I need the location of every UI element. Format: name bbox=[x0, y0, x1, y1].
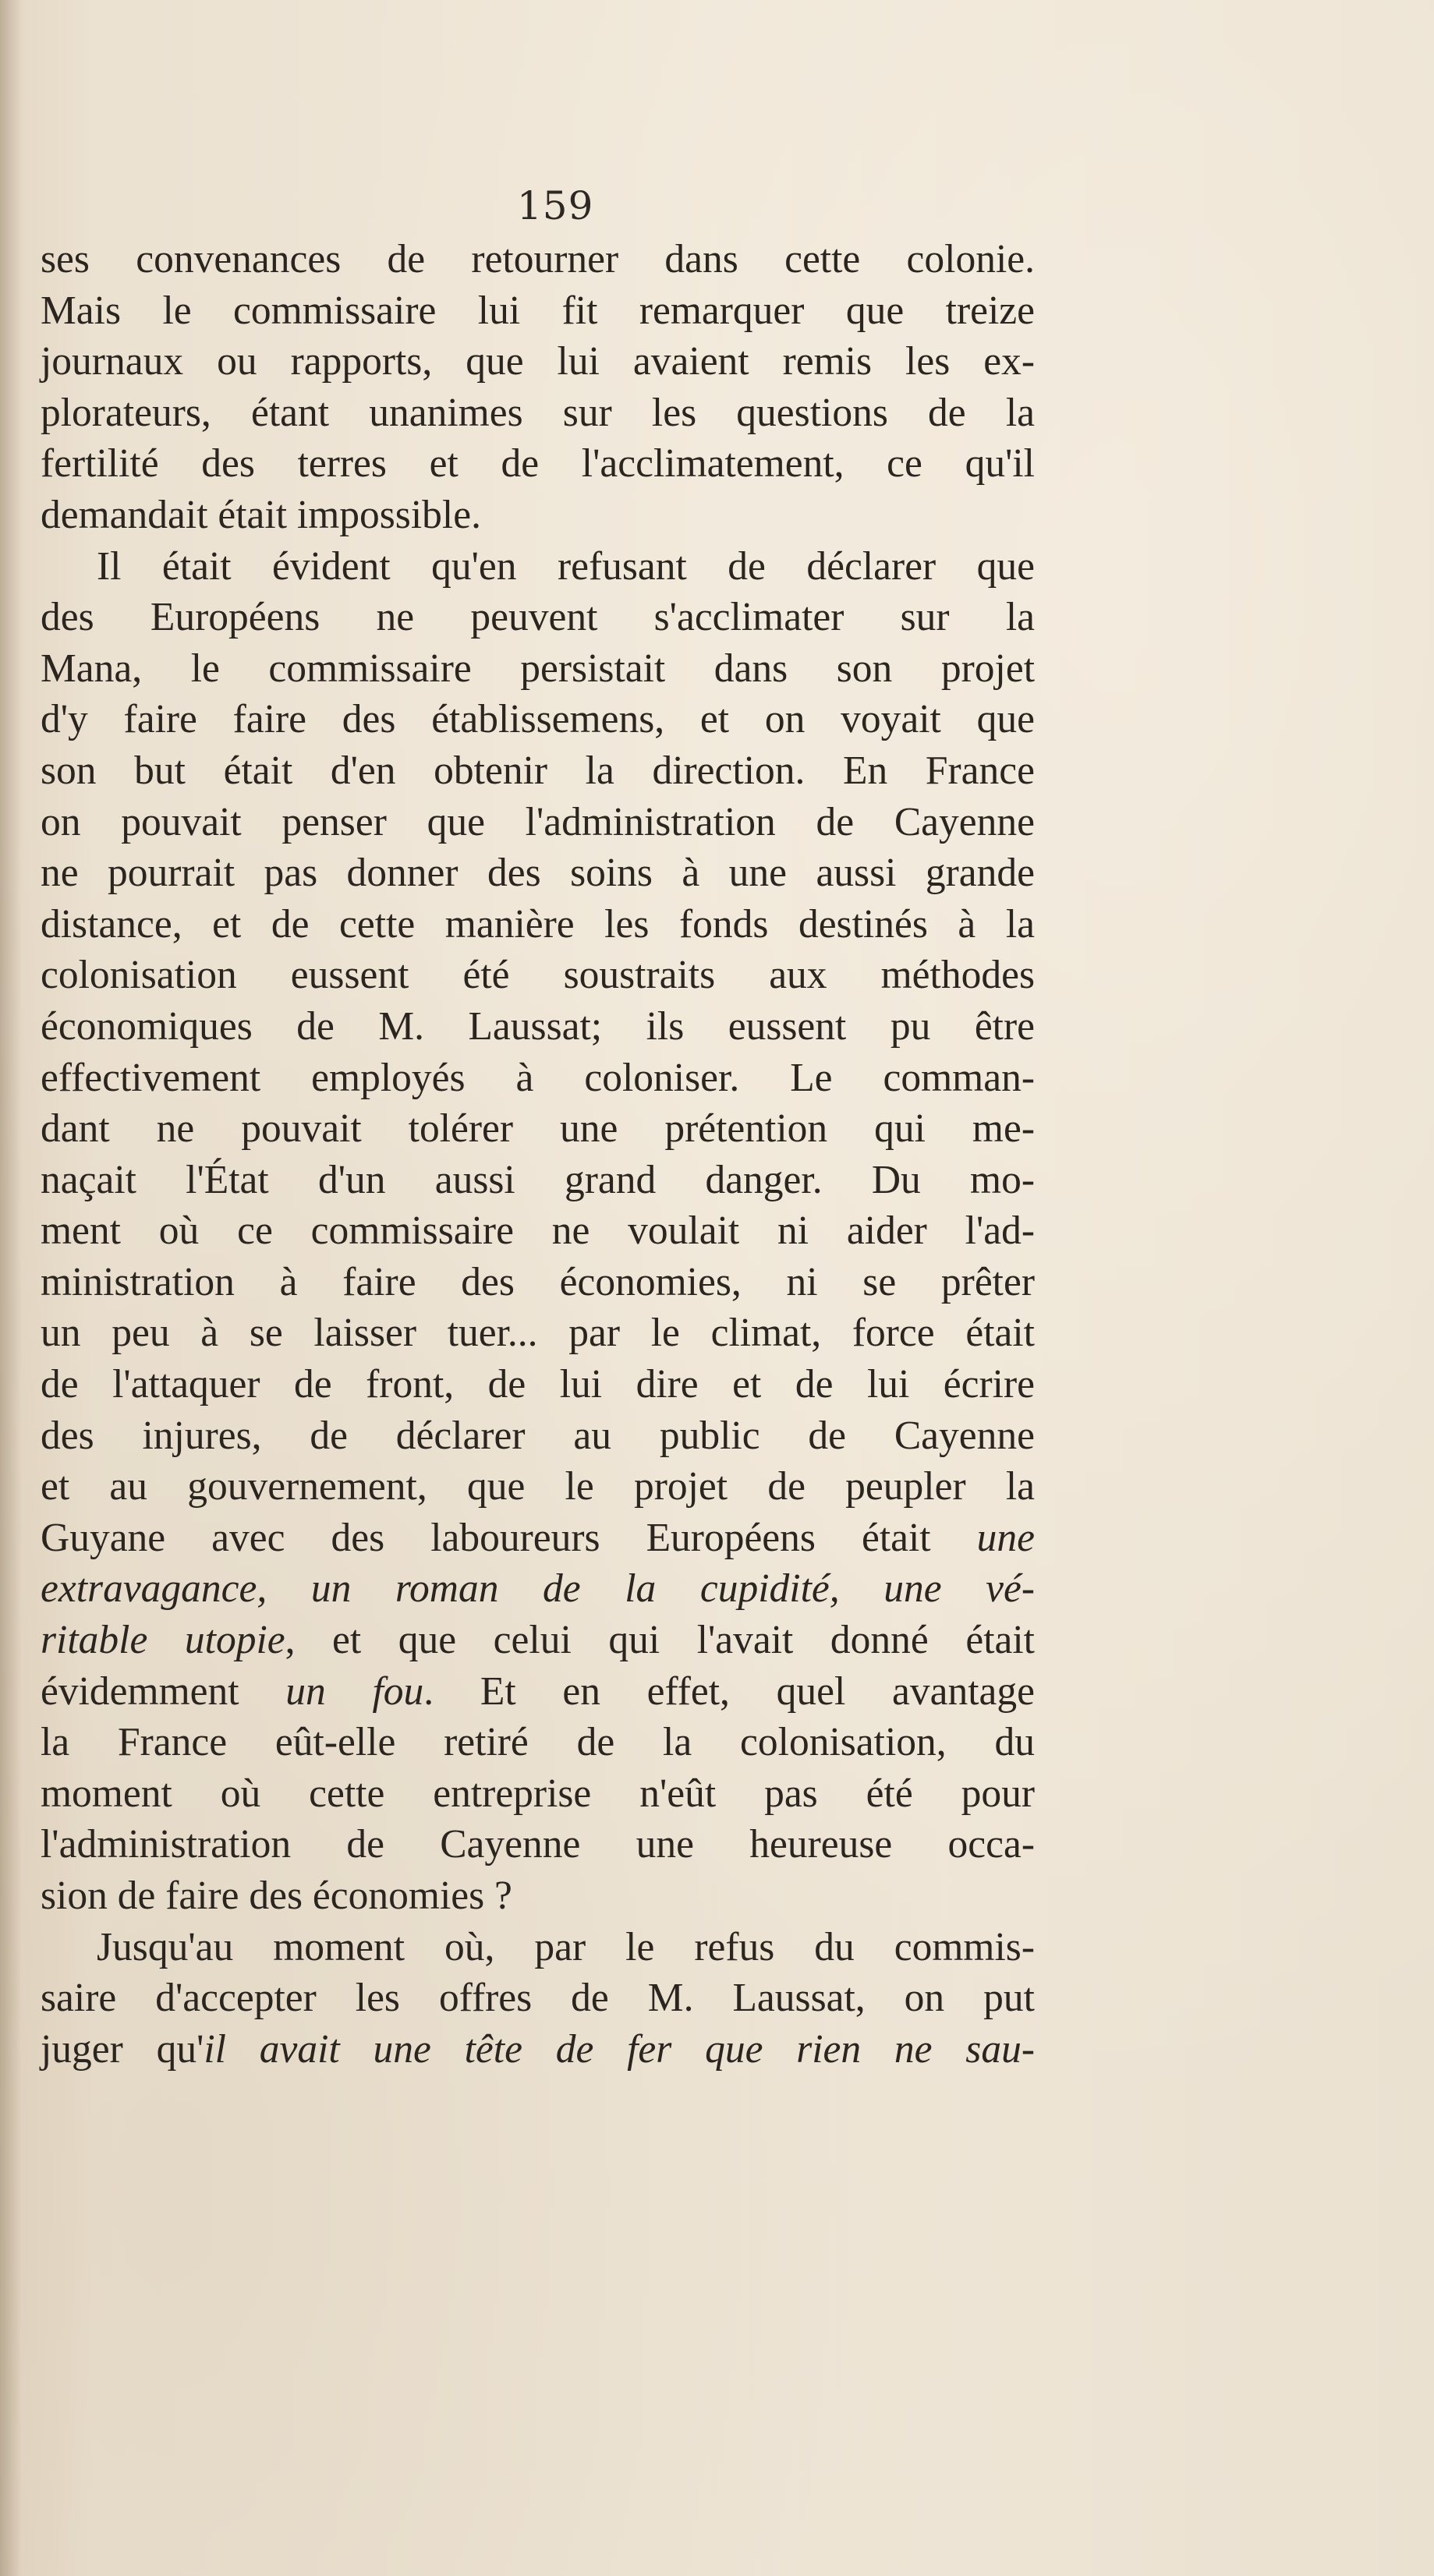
text-line: sion de faire des économies ? bbox=[41, 1874, 512, 1918]
text-line: ment où ce commissaire ne voulait ni aider l'ad- bbox=[41, 1208, 1035, 1254]
text-line: de l'attaquer de front, de lui dire et de lui écrire bbox=[41, 1362, 1035, 1407]
text-line: des injures, de déclarer au public de Cayenne bbox=[41, 1413, 1035, 1458]
text-line: plorateurs, étant unanimes sur les questions de la bbox=[41, 390, 1035, 435]
text-line: la France eût-elle retiré de la colonisation, du bbox=[41, 1720, 1035, 1765]
text-line: d'y faire faire des établissemens, et on voyait que bbox=[41, 697, 1035, 742]
text-line: extravagance, un roman de la cupidité, une vé- bbox=[41, 1566, 1035, 1612]
text-line: naçait l'État d'un aussi grand danger. Du mo- bbox=[41, 1157, 1035, 1202]
text-line: moment où cette entreprise n'eût pas été pour bbox=[41, 1771, 1035, 1816]
text-line: Jusqu'au moment où, par le refus du commis- bbox=[97, 1924, 1035, 1969]
page-number: 159 bbox=[517, 183, 594, 228]
italic-segment: une bbox=[976, 1515, 1035, 1560]
text-line bbox=[41, 1615, 1035, 1666]
text-segment: Guyane avec des laboureurs Européens était bbox=[41, 1515, 977, 1560]
text-line: saire d'accepter les offres de M. Laussat, on put bbox=[41, 1976, 1035, 2021]
text-line: un peu à se laisser tuer... par le climat, force était bbox=[41, 1311, 1035, 1356]
italic-segment: il avait une tête de fer que rien ne sau- bbox=[204, 2026, 1035, 2072]
text-line: effectivement employés à coloniser. Le comman- bbox=[41, 1055, 1035, 1100]
text-line: et au gouvernement, que le projet de peupler la bbox=[41, 1464, 1035, 1509]
text-line: demandait était impossible. bbox=[41, 492, 481, 537]
text-line: économiques de M. Laussat; ils eussent pu être bbox=[41, 1003, 1035, 1049]
italic-segment: ritable utopie bbox=[41, 1618, 285, 1663]
text-line: des Européens ne peuvent s'acclimater sur la bbox=[41, 595, 1035, 640]
text-line: Il était évident qu'en refusant de déclarer que bbox=[97, 543, 1035, 589]
text-segment: évidemment bbox=[41, 1668, 286, 1714]
text-line: colonisation eussent été soustraits aux méthodes bbox=[41, 953, 1035, 998]
text-line: fertilité des terres et de l'acclimatement, ce qu'il bbox=[41, 441, 1035, 487]
text-line: ne pourrait pas donner des soins à une aussi grande bbox=[41, 851, 1035, 896]
text-segment: juger qu' bbox=[41, 2026, 204, 2072]
text-line: l'administration de Cayenne une heureuse occa- bbox=[41, 1822, 1035, 1867]
text-line: son but était d'en obtenir la direction. En France bbox=[41, 748, 1035, 793]
body-text bbox=[41, 234, 1035, 2075]
text-line: dant ne pouvait tolérer une prétention qui me- bbox=[41, 1106, 1035, 1152]
text-line bbox=[41, 2024, 1035, 2075]
italic-segment: un fou bbox=[285, 1668, 424, 1714]
text-segment: , et que celui qui l'avait donné était bbox=[285, 1618, 1035, 1663]
text-line: distance, et de cette manière les fonds destinés à la bbox=[41, 901, 1035, 947]
text-line: Mais le commissaire lui fit remarquer que treize bbox=[41, 288, 1035, 333]
gutter-shadow bbox=[0, 0, 22, 2576]
text-line bbox=[41, 1666, 1035, 1718]
text-line: ministration à faire des économies, ni se prêter bbox=[41, 1259, 1035, 1304]
text-line: Mana, le commissaire persistait dans son projet bbox=[41, 646, 1035, 691]
text-line bbox=[41, 1513, 1035, 1564]
text-line: on pouvait penser que l'administration de Cayenne bbox=[41, 799, 1035, 844]
text-segment: . Et en effet, quel avantage bbox=[423, 1668, 1035, 1714]
text-line: journaux ou rapports, que lui avaient remis les ex- bbox=[41, 339, 1035, 384]
text-line: ses convenances de retourner dans cette colonie. bbox=[41, 237, 1035, 281]
